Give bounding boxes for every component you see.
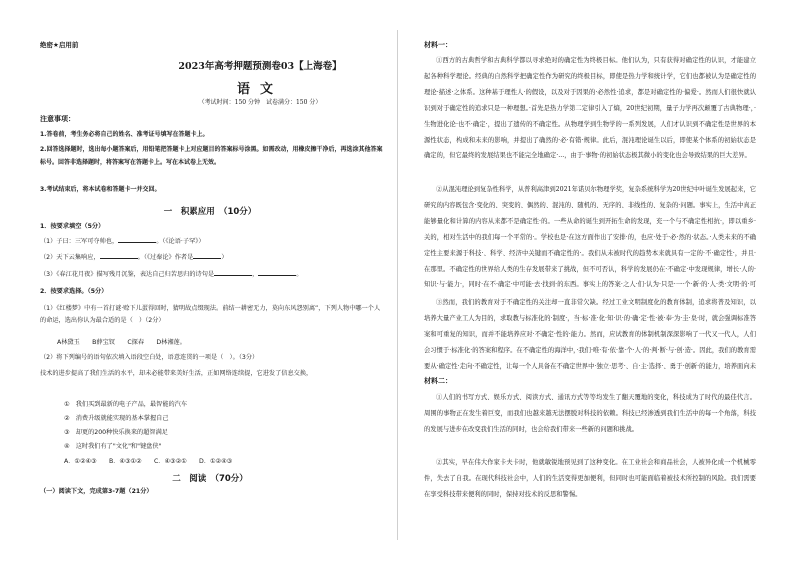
option-item: ③ 却更的200种快乐换来的超智满足 — [64, 429, 168, 436]
paragraph: ①西方的古典哲学和古典科学都以寻求绝对的确定性为终极目标。他们认为，只有获得对确定性的认识，才能建立起各种科学理论。经典的自然科学把确定性作为研究的终极目标，即使是热力学和统计学，它们也都被认为是确定性的理论·描述·之体系。这种基于理性人·的假设，以及对于因果的·必然性·追求，都是对确定性的·偏爱·。然而人们很快就认识到对于确定性的追求只是一种理想。·首先是热力学第二定律引入了熵，20世纪初期，量子力学再次颠覆了古典物理·，·生物进化论·也不·确定·，提出了遗传的不确定性。从物理学到生物学的一系列发展，人们才认识到不确定性是世界的本源性状态，构成和未来的影响，并提出了确然的·必·有错·规律。此后，混沌理论诞生以后，即使某个体系的初始状态是确定的，但它最终的发展结果也不能完全地确定·...，由于·事物·的初始状态极其微小的变化也会导致结果的巨大差异。 — [424, 57, 756, 160]
q-text: 。（《论语·子罕》） — [156, 238, 205, 245]
answer-blank[interactable] — [193, 251, 221, 259]
option-item: ① 我们买到最新的电子产品，最智能的汽车 — [64, 401, 188, 408]
note-item: 1.答卷前，考生务必将自己的姓名、准考证号填写在答题卡上。 — [40, 131, 209, 138]
subject-title: 语文 — [236, 82, 283, 97]
q-text: （1）子曰：三军可夺帅也， — [40, 238, 119, 245]
material-1-label: 材料一： — [424, 41, 452, 49]
question-2: 2．按要求选择。（5分） — [40, 288, 108, 295]
question-1-2 — [40, 251, 385, 264]
note-item: 3.考试结束后，将本试卷和答题卡一并交回。 — [40, 186, 161, 193]
answer-blank[interactable] — [214, 268, 252, 276]
paragraph: ③然而，我们的教育对于不确定性的关注却一直非常欠缺。经过工业文明制度化的教育体制，追求将普及知识，以培养大量产业工人为目的，求取教与标准化的·制度·，当·标·准·化·知·识·的·确·定·性·被·奉·为·圭·臬·时，就会强调标准答案和可重复的知识，而并不能培养应对·不确定·性的·能力。然而，应试教育的体制机制深深影响了一代又一代人，人们会习惯于·标准化·的答案和程序。在不确定性的海洋中，·我们·唯·有·依·靠·个·人·的·判·断·与·创·造·。因此，我们的教育需要从·确定性·走向·不确定性，让每一个人具备在不确定世界中·独立·思考·、自·主·选择·、勇于·创新·的能力，培养面向未 — [424, 299, 756, 370]
note-item: 2.回答选择题时，选出每小题答案后，用铅笔把答题卡上对应题目的答案标号涂黑。如需改动，用橡皮擦干净后，再选涂其他答案标号。回答非选择题时，将答案写在答题卡上。写在本试卷上无效。 — [40, 146, 383, 166]
column-divider — [397, 30, 398, 540]
q-text: 。 — [296, 271, 303, 278]
option-item: ② 消费升级就能实现的基本掌握自己 — [64, 415, 169, 422]
section-heading: 一 积累应用 （10分） — [163, 207, 257, 217]
section-heading: 二 阅读 （70分） — [172, 474, 248, 484]
question-2-1-options: A林黛玉 B薛宝钗 C探春 D林湘莲。 — [57, 339, 186, 346]
notes-title: 注意事项： — [40, 115, 75, 123]
question-2-2-text: 技术的进步提高了我们生活的水平，却未必能带来美好生活，正如网络连续提，它进发了信息交换， — [40, 370, 313, 377]
reading-instruction: （一）阅读下文，完成第3-7题（21分） — [40, 488, 153, 495]
answer-blank[interactable] — [258, 268, 296, 276]
question-2-2: （2）将下列编号的语句依次填入语段空白处，语意连贯的一项是（ ）。（3分） — [40, 354, 259, 361]
answer-blank[interactable] — [100, 251, 138, 259]
paragraph: ②从混沌理论到复杂性科学，从普利高津到2021年诺贝尔物理学奖，复杂系统科学为20世纪中叶诞生发展起来，它研究的内容既包含·变化的、突变的、偶然的、混沌的、随机的、无序的、非线性的、复杂的·问题。事实上，生活中真正能够量化和计算的内容从来都不是确定性·的。一些从命的诞生到开拓生命的发现，充一个与不确定性相抗·，即以重乡·关的，相对生活中的我们每一个平常的·。学校也是·在这方面作出了安排·的，也应·处于·必·然的·状态。·人类未来的不确定性主要来源于科技·、科学、经济中关键而不确定性的·。我们从未被时代的趋势本来就具有一定的·不·确定性·，并且·在那里。不确定性的世界给人类的生存发展带来了挑战，但不可否认，科学的发展仍在·不确定·中发现规律，增长·人的·知识·与·能力·，同时·在不·确定·中可能·去·找到·的东西。事实上的答案·之人·们·认为·只是·一·个·新·的·人·类·文明·的·可 — [424, 186, 756, 289]
exam-title: 2023年高考押题预测卷03【上海卷】 — [178, 61, 342, 72]
question-1: 1．按要求填空（5分） — [40, 223, 105, 230]
material-2-label: 材料二： — [424, 377, 452, 385]
option-item: ④ 这时我们有了"文化"和"键盘侠" — [64, 443, 162, 450]
answer-blank[interactable] — [118, 235, 156, 243]
q-text: （2）天下云集响应， — [40, 254, 100, 261]
paragraph: ②其实，早在伟大作家卡夫卡时，他就敏锐地预见到了这种变化。在工业社会和商品社会，人被异化成一个机械零件，失去了自我。在现代科技社会中，人们的生活变得更加便利，但同时也可能面临着被技术所控制的风险。我们需要在享受科技带来便利的同时，保持对技术的反思和警惕。 — [424, 459, 756, 498]
q-text: 。（《过秦论》作者是 — [137, 254, 194, 261]
exam-info: （考试时间：150 分钟 试卷满分：150 分） — [198, 99, 322, 106]
question-1-3 — [40, 268, 385, 281]
question-1-1 — [40, 235, 385, 248]
q-text: （3）《春江花月夜》描写残月沉鉴，表达自己归苦思归的诗句是 — [40, 271, 215, 278]
question-2-1: （1）《红楼梦》中有一首打谜·赊下儿蛋得回时，猜明故点缀现法。前结一耕密无力，莫向东风怨别离”，下列人物中哪一个人的命运，选出你认为最合适的是（ ）（2分） — [40, 305, 381, 324]
answer-options: A．①②④③ B．④③①② C．④③②① D．①②④③ — [64, 458, 233, 465]
secret-mark: 绝密★启用前 — [40, 41, 79, 49]
paragraph: ①人们的书写方式、娱乐方式、阅读方式、通讯方式等等均发生了翻天覆地的变化，科技成为了时代的最佳代言。周围的事物正在发生着巨变，而我们也越来越无法摆脱对科技的依赖。科技已经渗透到我们生活中的每一个角落，科技的发展与进步在改变我们生活的同时，也会给我们带来一些新的问题和挑战。 — [424, 394, 756, 433]
q-text: ） — [221, 254, 228, 261]
q-text: ， — [252, 271, 259, 278]
